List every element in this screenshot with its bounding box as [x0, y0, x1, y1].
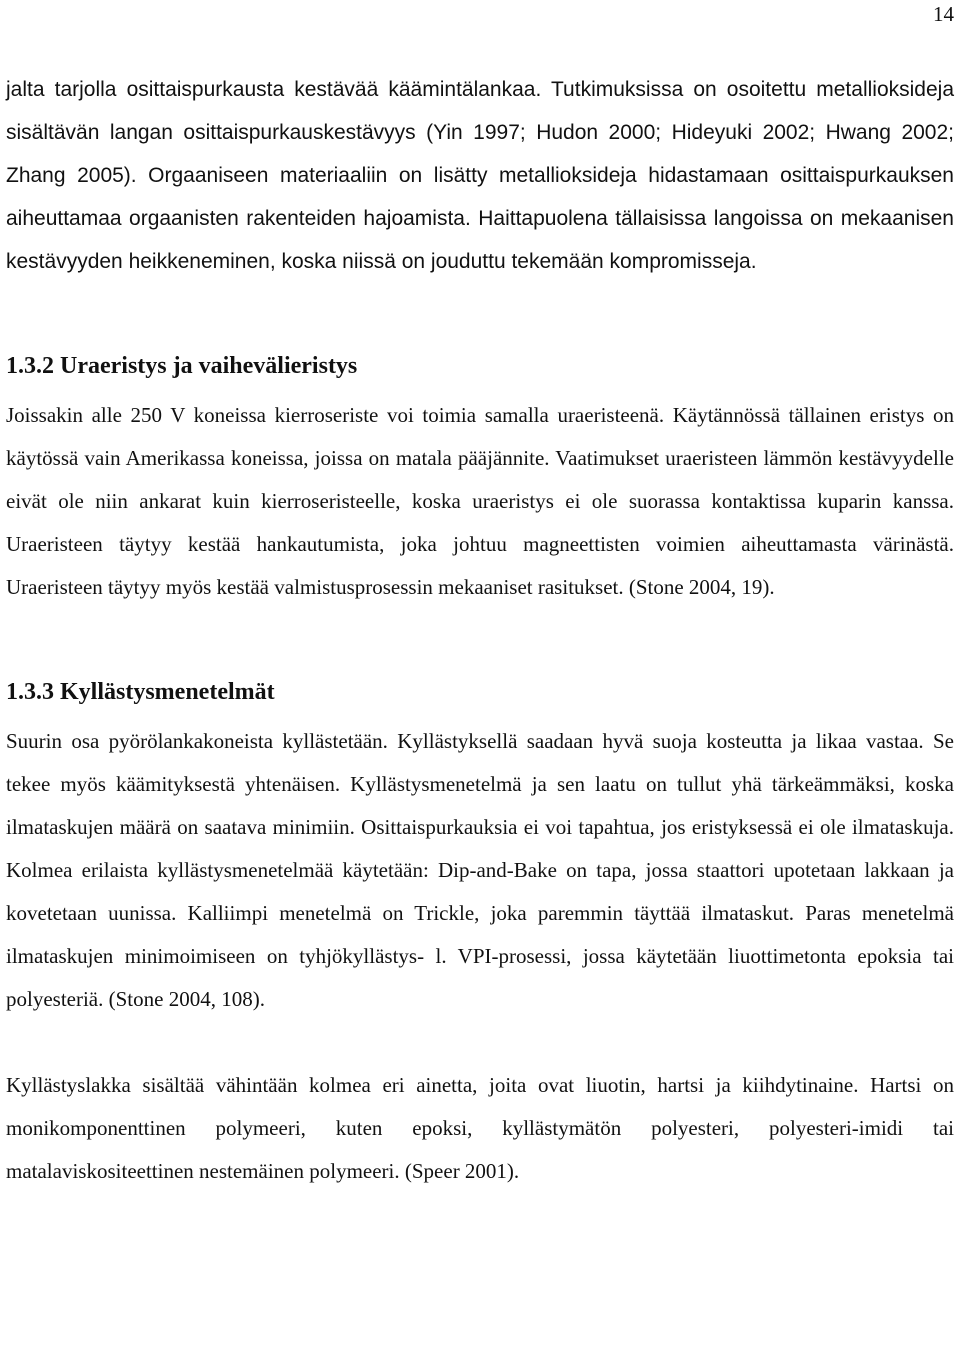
paragraph-varnish: Kyllästyslakka sisältää vähintään kolmea eri ainetta, joita ovat liuotin, hartsi ja kiihdytinaine. Hartsi on monikomponenttinen polymeeri, kuten epoksi, kyllästymätön polyesteri, polyesteri-imidi tai matalaviskositeettinen nestemäinen polymeeri. (Speer 2001).	[6, 1073, 954, 1183]
document-body	[6, 68, 954, 1193]
section-heading-1-3-2: 1.3.2 Uraeristys ja vaihevälieristys	[6, 353, 358, 379]
paragraph-intro: jalta tarjolla osittaispurkausta kestävää käämintälankaa. Tutkimuksissa on osoitettu metallioksideja sisältävän langan osittaispurkauskestävyys (Yin 1997; Hudon 2000; Hideyuki 2002; Hwang 2002; Zhang 2005). Orgaaniseen materiaaliin on lisätty metallioksideja hidastamaan osittaispurkauksen aiheuttamaa orgaanisten rakenteiden hajoamista. Haittapuolena tällaisissa langoissa on mekaanisen kestävyyden heikkeneminen, koska niissä on jouduttu tekemään kompromisseja.	[6, 78, 954, 273]
spacer	[6, 1021, 954, 1064]
paragraph-section-1-3-3: Suurin osa pyörölankakoneista kyllästetään. Kyllästyksellä saadaan hyvä suoja kosteutta ja likaa vastaa. Se tekee myös käämityksestä yhtenäisen. Kyllästysmenetelmä ja sen laatu on tullut yhä tärkeämmäksi, koska ilmataskujen määrä on saatava minimiin. Osittaispurkauksia ei voi tapahtua, jos eristyksessä ei ole ilmataskuja. Kolmea erilaista kyllästysmenetelmää käytetään: Dip-and-Bake on tapa, jossa staattori upotetaan lakkaan ja kovetetaan uunissa. Kalliimpi menetelmä on Trickle, joka paremmin täyttää ilmataskut. Paras menetelmä ilmataskujen minimoimiseen on tyhjökyllästys- l. VPI-prosessi, jossa käytetään liuottimetonta epoksia tai polyesteriä. (Stone 2004, 108).	[6, 729, 954, 1011]
spacer	[6, 609, 954, 671]
spacer	[6, 283, 954, 345]
section-heading-1-3-3: 1.3.3 Kyllästysmenetelmät	[6, 679, 275, 705]
page-number: 14	[933, 2, 954, 26]
paragraph-section-1-3-2: Joissakin alle 250 V koneissa kierroseriste voi toimia samalla uraeristeenä. Käytännössä tällainen eristys on käytössä vain Amerikassa koneissa, joissa on matala pääjännite. Vaatimukset uraeristeen lämmön kestävyydelle eivät ole niin ankarat kuin kierroseristeelle, koska uraeristys ei ole suorassa kontaktissa kuparin kanssa. Uraeristeen täytyy kestää hankautumista, joka johtuu magneettisten voimien aiheuttamasta värinästä. Uraeristeen täytyy myös kestää valmistusprosessin mekaaniset rasitukset. (Stone 2004, 19).	[6, 403, 954, 599]
